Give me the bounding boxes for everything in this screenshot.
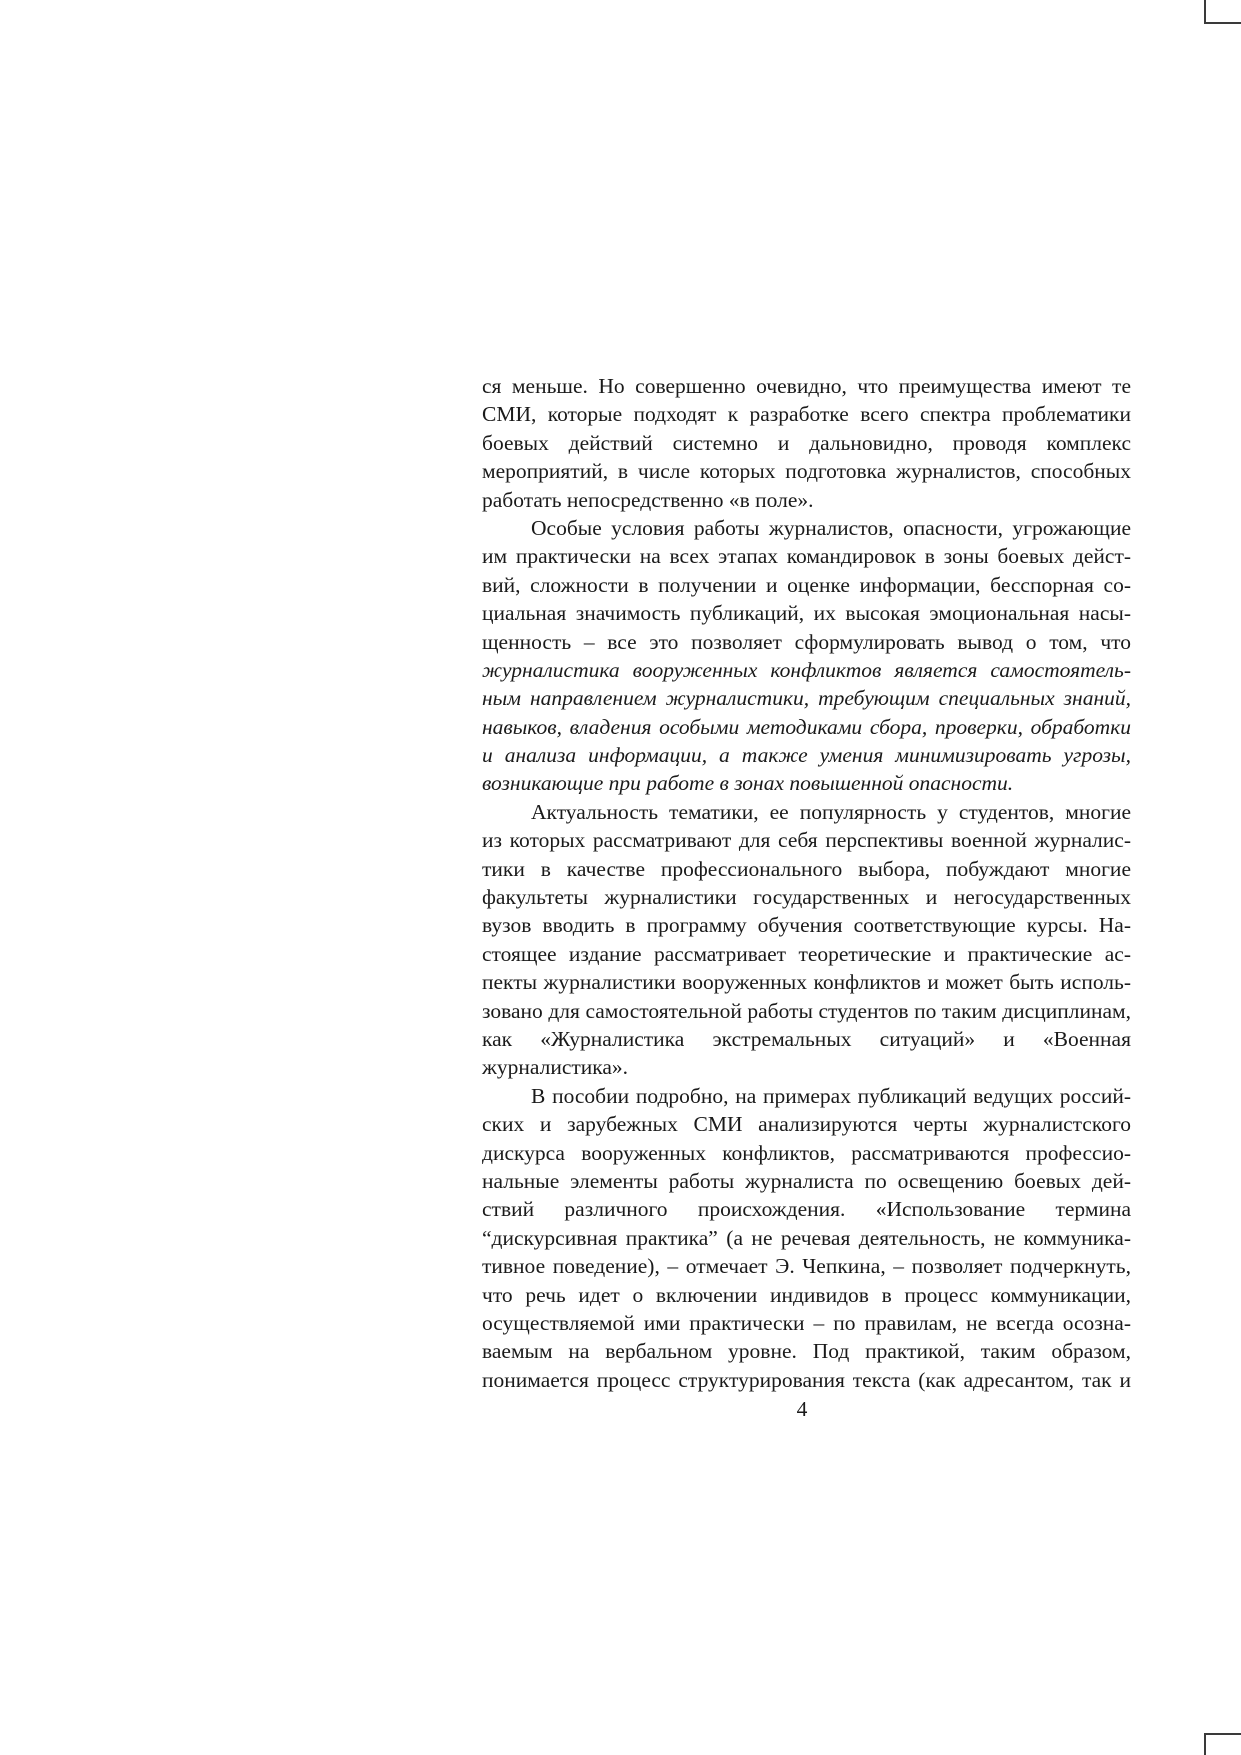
text-line: ствий различного происхождения. «Использование термина xyxy=(482,1197,1131,1222)
text-line: вий, сложности в получении и оценке информации, бесспорная со- xyxy=(482,572,1131,597)
body-text xyxy=(482,372,1131,1394)
text-line: дискурса вооруженных конфликтов, рассматриваются профессио- xyxy=(482,1140,1131,1165)
text-line: что речь идет о включении индивидов в процесс коммуникации, xyxy=(482,1282,1131,1307)
text-line: циальная значимость публикаций, их высокая эмоциональная насы- xyxy=(482,601,1131,626)
text-line: из которых рассматривают для себя перспективы военной журналис- xyxy=(482,828,1131,853)
text-line: им практически на всех этапах командировок в зоны боевых дейст- xyxy=(482,544,1131,569)
text-line: ских и зарубежных СМИ анализируются черты журналистского xyxy=(482,1112,1131,1137)
crop-mark-top-horizontal xyxy=(1204,22,1241,24)
text-line: стоящее издание рассматривает теоретические и практические ас- xyxy=(482,941,1131,966)
text-line: зовано для самостоятельной работы студентов по таким дисциплинам, xyxy=(482,998,1131,1023)
italic-text-line: навыков, владения особыми методиками сбора, проверки, обработки xyxy=(482,714,1131,739)
text-line: понимается процесс структурирования текста (как адресантом, так и xyxy=(482,1367,1131,1392)
text-line: работать непосредственно «в поле». xyxy=(482,487,814,512)
text-line: В пособии подробно, на примерах публикаций ведущих россий- xyxy=(531,1083,1131,1108)
text-line: ваемым на вербальном уровне. Под практикой, таким образом, xyxy=(482,1339,1131,1364)
text-line: Актуальность тематики, ее популярность у студентов, многие xyxy=(531,799,1131,824)
text-line: факультеты журналистики государственных и негосударственных xyxy=(482,885,1131,910)
text-line: пекты журналистики вооруженных конфликтов и может быть исполь- xyxy=(482,970,1131,995)
text-line: Особые условия работы журналистов, опасности, угрожающие xyxy=(531,515,1131,540)
text-line: нальные элементы работы журналиста по освещению боевых дей- xyxy=(482,1168,1131,1193)
text-line: “дискурсивная практика” (а не речевая деятельность, не коммуника- xyxy=(482,1225,1131,1250)
text-line: щенность – все это позволяет сформулировать вывод о том, что xyxy=(482,629,1131,654)
text-line: тивное поведение), – отмечает Э. Чепкина, – позволяет подчеркнуть, xyxy=(482,1254,1131,1279)
text-line: как «Журналистика экстремальных ситуаций» и «Военная xyxy=(482,1026,1131,1051)
crop-mark-bottom-horizontal xyxy=(1204,1733,1241,1735)
text-line: осуществляемой ими практически – по правилам, не всегда осозна- xyxy=(482,1310,1131,1335)
text-line: боевых действий системно и дальновидно, проводя комплекс xyxy=(482,430,1131,455)
crop-mark-top-vertical xyxy=(1204,0,1206,22)
italic-text-line: возникающие при работе в зонах повышенной опасности. xyxy=(482,771,1014,796)
text-line: СМИ, которые подходят к разработке всего спектра проблематики xyxy=(482,402,1131,427)
italic-text-line: и анализа информации, а также умения минимизировать угрозы, xyxy=(482,743,1131,768)
text-line: мероприятий, в числе которых подготовка журналистов, способных xyxy=(482,459,1131,484)
text-line: ся меньше. Но совершенно очевидно, что преимущества имеют те xyxy=(482,374,1131,398)
page-number: 4 xyxy=(796,1397,808,1421)
italic-text-line: ным направлением журналистики, требующим специальных знаний, xyxy=(482,686,1131,711)
text-line: тики в качестве профессионального выбора, побуждают многие xyxy=(482,856,1131,881)
italic-text-line: журналистика вооруженных конфликтов является самостоятель- xyxy=(482,657,1131,682)
crop-mark-bottom-vertical xyxy=(1204,1733,1206,1755)
text-line: журналистика». xyxy=(482,1055,629,1080)
text-line: вузов вводить в программу обучения соответствующие курсы. На- xyxy=(482,913,1131,938)
